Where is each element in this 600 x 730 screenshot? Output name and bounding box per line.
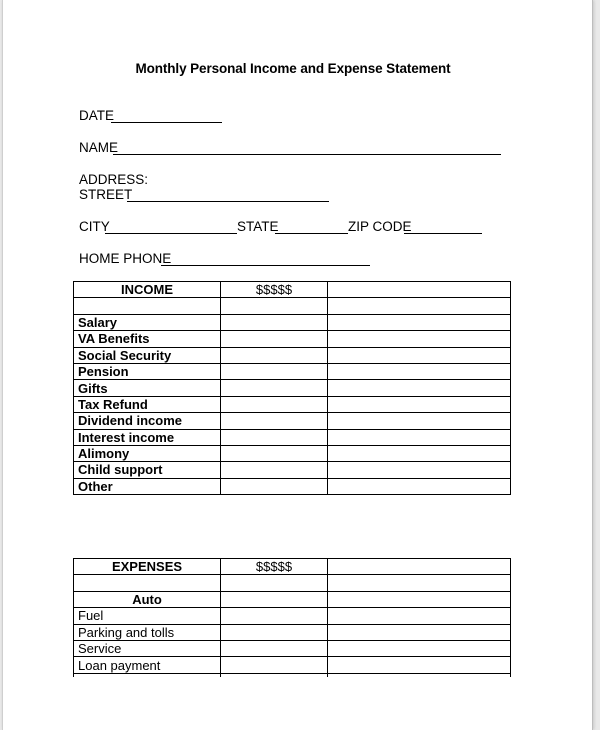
amount-cell[interactable]: [221, 396, 328, 412]
row-label: Fuel: [74, 608, 221, 624]
income-header: INCOME: [74, 282, 221, 298]
amount-cell[interactable]: [221, 478, 328, 494]
row-label: VA Benefits: [74, 331, 221, 347]
notes-cell[interactable]: [328, 413, 511, 429]
income-amount-header: $$$$$: [221, 282, 328, 298]
amount-cell[interactable]: [221, 608, 328, 624]
amount-cell[interactable]: [221, 413, 328, 429]
row-label: Service: [74, 640, 221, 656]
amount-cell[interactable]: [221, 657, 328, 673]
row-label: Pension: [74, 363, 221, 379]
amount-cell[interactable]: [221, 331, 328, 347]
amount-cell[interactable]: [221, 462, 328, 478]
amount-cell[interactable]: [221, 380, 328, 396]
table-row: [74, 478, 511, 494]
table-row: [74, 413, 511, 429]
notes-cell[interactable]: [328, 591, 511, 607]
page-title: Monthly Personal Income and Expense Statement: [135, 61, 451, 76]
amount-cell[interactable]: [221, 347, 328, 363]
section-label-auto: Auto: [74, 591, 221, 607]
table-row: [74, 673, 511, 677]
notes-cell[interactable]: [328, 314, 511, 330]
amount-cell[interactable]: [221, 624, 328, 640]
table-row: [74, 298, 511, 314]
row-label: Other: [74, 478, 221, 494]
amount-cell[interactable]: [221, 640, 328, 656]
city-field[interactable]: [105, 233, 237, 234]
name-field[interactable]: [113, 154, 501, 155]
table-row: [74, 462, 511, 478]
notes-cell[interactable]: [328, 478, 511, 494]
date-field[interactable]: [111, 122, 222, 123]
row-label: Tax Refund: [74, 396, 221, 412]
table-row: [74, 640, 511, 656]
notes-cell[interactable]: [328, 640, 511, 656]
amount-cell[interactable]: [221, 429, 328, 445]
table-row: [74, 591, 511, 607]
amount-cell[interactable]: [221, 363, 328, 379]
table-row: [74, 363, 511, 379]
row-label: Dividend income: [74, 413, 221, 429]
income-notes-header[interactable]: [328, 282, 511, 298]
notes-cell[interactable]: [328, 657, 511, 673]
notes-cell[interactable]: [328, 380, 511, 396]
zip-label: ZIP CODE: [348, 219, 412, 234]
table-row: [74, 624, 511, 640]
street-label: STREET: [79, 187, 133, 202]
row-label: Child support: [74, 462, 221, 478]
table-row: [74, 575, 511, 591]
row-label: Interest income: [74, 429, 221, 445]
name-label: NAME: [79, 140, 119, 155]
expenses-header-row: [74, 559, 511, 575]
address-label: ADDRESS:: [79, 172, 149, 187]
table-row: [74, 445, 511, 461]
notes-cell[interactable]: [328, 608, 511, 624]
date-label: DATE: [79, 108, 115, 123]
expenses-table-viewport: [3, 552, 592, 677]
notes-cell[interactable]: [328, 363, 511, 379]
income-header-row: [74, 282, 511, 298]
row-label: Salary: [74, 314, 221, 330]
table-row: [74, 608, 511, 624]
table-row: [74, 429, 511, 445]
zip-field[interactable]: [404, 233, 482, 234]
amount-cell[interactable]: [221, 314, 328, 330]
table-row: [74, 657, 511, 673]
notes-cell[interactable]: [328, 396, 511, 412]
row-label: Alimony: [74, 445, 221, 461]
row-label: Parking and tolls: [74, 624, 221, 640]
table-row: [74, 314, 511, 330]
home-phone-label: HOME PHONE: [79, 251, 172, 266]
state-label: STATE: [237, 219, 279, 234]
city-label: CITY: [79, 219, 110, 234]
home-phone-field[interactable]: [161, 265, 370, 266]
notes-cell[interactable]: [328, 429, 511, 445]
notes-cell[interactable]: [328, 462, 511, 478]
notes-cell[interactable]: [328, 445, 511, 461]
expenses-table: [73, 558, 511, 677]
amount-cell[interactable]: [221, 445, 328, 461]
notes-cell[interactable]: [328, 347, 511, 363]
notes-cell[interactable]: [328, 624, 511, 640]
income-table: [73, 281, 511, 495]
state-field[interactable]: [275, 233, 348, 234]
table-row: [74, 347, 511, 363]
expenses-notes-header[interactable]: [328, 559, 511, 575]
row-label: Loan payment: [74, 657, 221, 673]
expenses-header: EXPENSES: [74, 559, 221, 575]
row-label: Gifts: [74, 380, 221, 396]
document-page: [2, 0, 593, 730]
notes-cell[interactable]: [328, 331, 511, 347]
table-row: [74, 396, 511, 412]
street-field[interactable]: [127, 201, 329, 202]
expenses-amount-header: $$$$$: [221, 559, 328, 575]
row-label: Social Security: [74, 347, 221, 363]
table-row: [74, 331, 511, 347]
amount-cell[interactable]: [221, 591, 328, 607]
table-row: [74, 380, 511, 396]
